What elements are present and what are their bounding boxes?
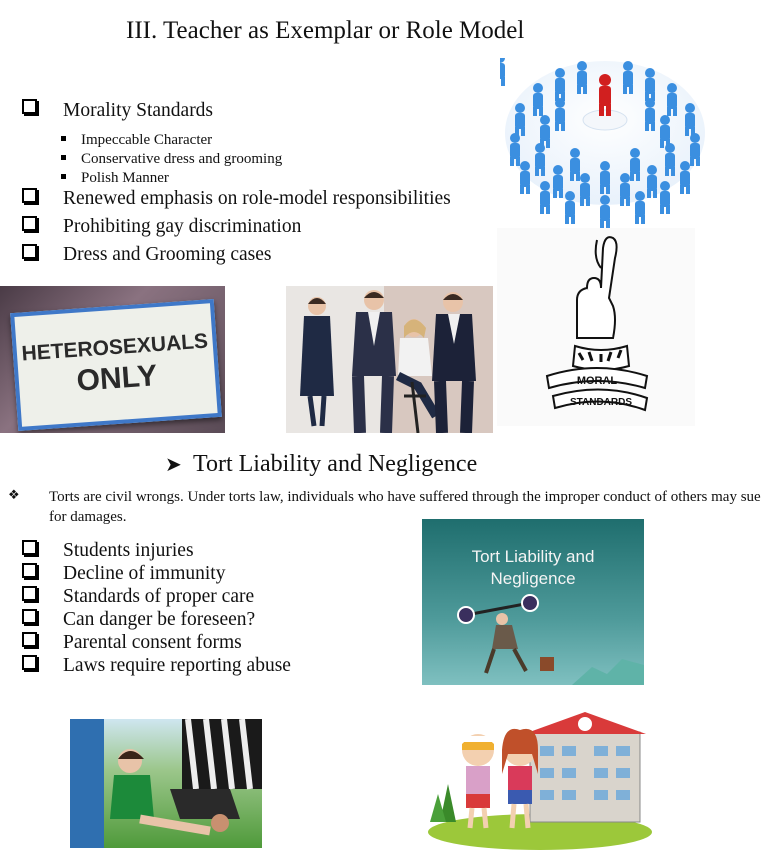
moral-label: MORAL [576,375,618,387]
tort-slide-title-line2: Negligence [490,569,576,588]
bullet-proper-care: Standards of proper care [63,586,255,607]
tort-slide-title-line1: Tort Liability and [471,547,595,566]
section-heading-text: Tort Liability and Negligence [193,451,478,477]
diamond-bullet-icon: ❖ [8,487,20,502]
bullet-role-model: Renewed emphasis on role-model responsibilities [63,188,451,209]
bullet-dress-grooming: Dress and Grooming cases [63,244,272,265]
checkbox-bullet-icon [22,609,37,624]
arrow-bullet-icon: ➤ [165,454,182,476]
sign-line1: HETEROSEXUALS [20,329,209,366]
sign-line2: ONLY [75,359,159,398]
bullet-students-injuries: Students injuries [63,540,194,561]
bullet-gay-discrimination: Prohibiting gay discrimination [63,216,302,237]
bullet-parental-consent: Parental consent forms [63,632,242,653]
checkbox-bullet-icon [22,563,37,578]
square-bullet-icon [61,136,66,141]
bullet-decline-immunity: Decline of immunity [63,563,226,584]
checkbox-bullet-icon [22,540,37,555]
heterosexuals-only-sign-image [0,286,225,433]
standards-label: STANDARDS [569,397,633,408]
torts-paragraph: Torts are civil wrongs. Under torts law, individuals who have suffered through the improper conduct of others may sue for damages. [49,489,761,525]
square-bullet-icon [61,155,66,160]
checkbox-bullet-icon [22,244,37,259]
sub-bullet-conservative-dress: Conservative dress and grooming [81,151,283,167]
checkbox-bullet-icon [22,586,37,601]
bullet-morality-standards: Morality Standards [63,100,214,121]
square-bullet-icon [61,174,66,179]
sub-bullet-impeccable-character: Impeccable Character [81,132,213,148]
crowd-leader-image [500,58,710,228]
school-injury-cartoon-image [420,704,660,854]
bullet-danger-foreseen: Can danger be foreseen? [63,609,256,630]
bullet-reporting-abuse: Laws require reporting abuse [63,655,291,676]
child-injury-image [70,719,262,848]
checkbox-bullet-icon [22,655,37,670]
section-heading [165,451,477,478]
business-team-image [286,286,493,433]
checkbox-bullet-icon [22,216,37,231]
checkbox-bullet-icon [22,188,37,203]
page-title: III. Teacher as Exemplar or Role Model [126,17,525,44]
checkbox-bullet-icon [22,99,37,114]
checkbox-bullet-icon [22,632,37,647]
sub-bullet-polish-manner: Polish Manner [81,170,169,186]
tort-liability-slide-image [422,519,644,685]
moral-standards-image [497,228,695,426]
